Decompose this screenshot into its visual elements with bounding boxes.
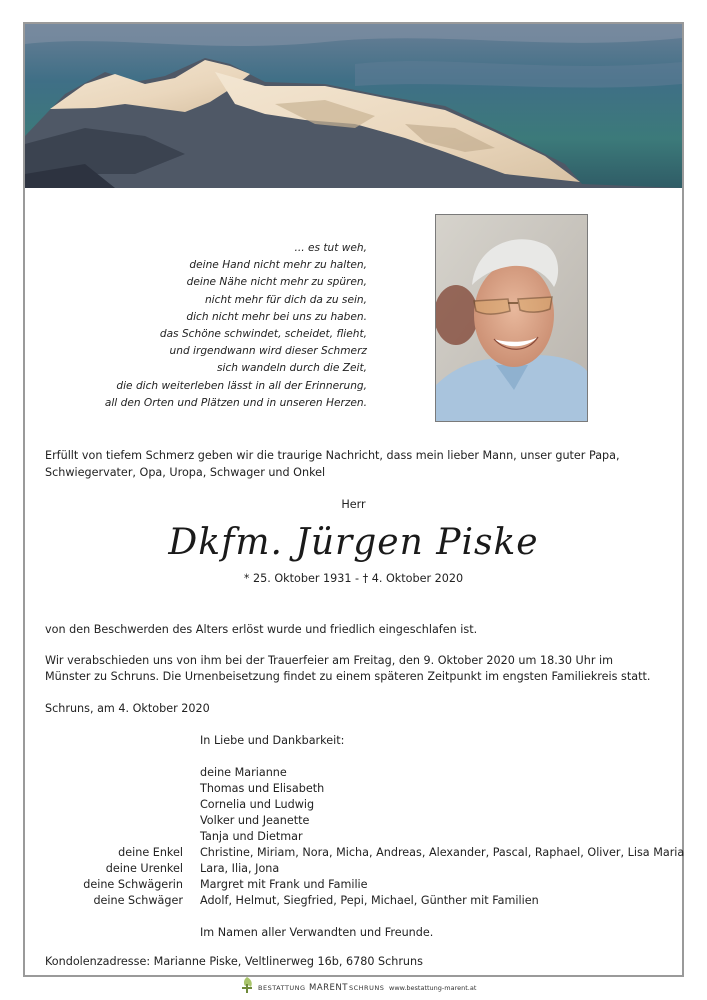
place-date: Schruns, am 4. Oktober 2020: [45, 702, 210, 715]
poem-line: das Schöne schwindet, scheidet, flieht,: [159, 328, 367, 341]
relatives-value: Margret mit Frank und Familie: [200, 878, 368, 891]
obituary-card: [23, 22, 684, 977]
brand-city: SCHRUNS: [349, 984, 385, 992]
poem-line: deine Nähe nicht mehr zu spüren,: [186, 276, 367, 289]
poem-line: die dich weiterleben lässt in all der Erinnerung,: [116, 379, 367, 392]
condolence-address: Kondolenzadresse: Marianne Piske, Veltlinerweg 16b, 6780 Schruns: [45, 955, 423, 968]
relatives-label: deine Enkel: [118, 846, 183, 859]
intro-line: Erfüllt von tiefem Schmerz geben wir die traurige Nachricht, dass mein lieber Mann, unser guter Papa,: [45, 449, 620, 462]
passing-text: von den Beschwerden des Alters erlöst wurde und friedlich eingeschlafen ist.: [45, 623, 478, 636]
family-member: deine Marianne: [200, 766, 287, 779]
relatives-label: deine Schwäger: [93, 894, 183, 907]
brand-prefix: BESTATTUNG: [258, 984, 306, 992]
poem-line: dich nicht mehr bei uns zu haben.: [186, 310, 367, 323]
brand-name: MARENT: [309, 983, 348, 993]
mountain-painting: [25, 24, 682, 188]
funeral-home-logo-icon: [239, 976, 255, 996]
poem-line: und irgendwann wird dieser Schmerz: [169, 345, 367, 358]
website-link[interactable]: www.bestattung-marent.at: [389, 984, 477, 992]
closing-line: Im Namen aller Verwandten und Freunde.: [200, 926, 434, 939]
relatives-value: Adolf, Helmut, Siegfried, Pepi, Michael, Günther mit Familien: [200, 894, 539, 907]
family-member: Cornelia und Ludwig: [200, 798, 315, 811]
relatives-label: deine Urenkel: [105, 862, 183, 875]
family-member: Thomas und Elisabeth: [200, 782, 325, 795]
salutation: Herr: [341, 498, 366, 511]
poem-line: deine Hand nicht mehr zu halten,: [189, 259, 367, 272]
intro-line: Schwiegervater, Opa, Uropa, Schwager und Onkel: [45, 466, 326, 479]
portrait-photo: [435, 214, 588, 422]
life-dates: * 25. Oktober 1931 - † 4. Oktober 2020: [243, 572, 464, 585]
love-line: In Liebe und Dankbarkeit:: [200, 734, 345, 747]
footer: [0, 982, 707, 1000]
family-member: Volker und Jeanette: [200, 814, 310, 827]
poem-line: all den Orten und Plätzen und in unseren Herzen.: [104, 396, 367, 409]
poem: [7, 240, 367, 412]
ceremony-line: Wir verabschieden uns von ihm bei der Trauerfeier am Freitag, den 9. Oktober 2020 um 18.30 Uhr im: [45, 654, 613, 667]
deceased-name: Dkfm. Jürgen Piske: [168, 522, 539, 563]
poem-line: nicht mehr für dich da zu sein,: [204, 293, 367, 306]
poem-line: ... es tut weh,: [294, 242, 367, 254]
poem-line: sich wandeln durch die Zeit,: [217, 362, 367, 375]
relatives-value: Christine, Miriam, Nora, Micha, Andreas, Alexander, Pascal, Raphael, Oliver, Lisa Maria: [200, 846, 685, 859]
relatives-label: deine Schwägerin: [83, 878, 183, 891]
relatives-value: Lara, Ilia, Jona: [200, 862, 280, 875]
ceremony-line: Münster zu Schruns. Die Urnenbeisetzung findet zu einem späteren Zeitpunkt im engsten Familiekreis statt.: [45, 670, 651, 683]
family-member: Tanja und Dietmar: [200, 830, 303, 843]
